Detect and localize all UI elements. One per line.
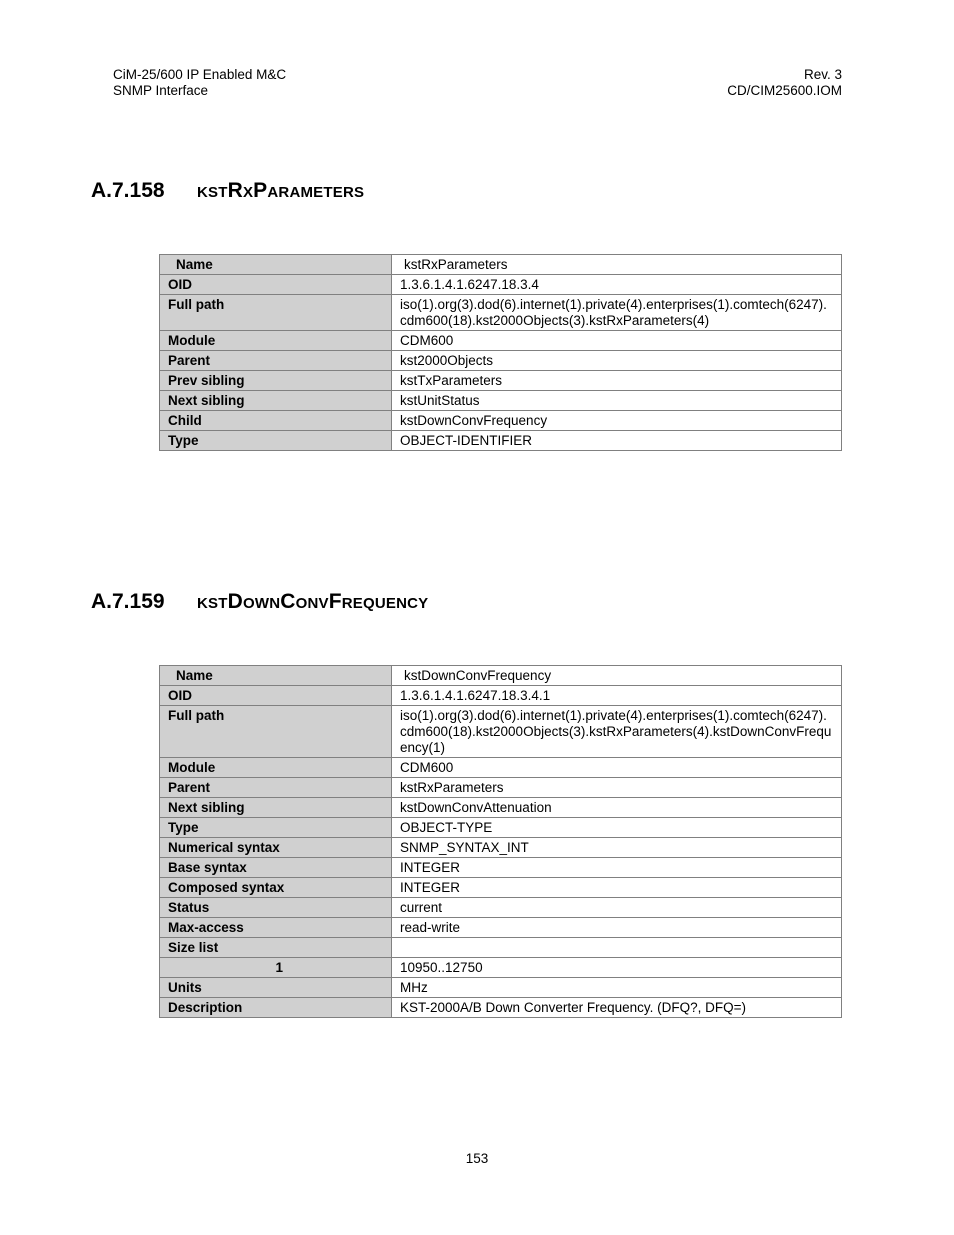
table-row: [160, 898, 842, 918]
row-key: Child: [160, 411, 392, 431]
row-value: KST-2000A/B Down Converter Frequency. (DFQ?, DFQ=): [392, 998, 842, 1018]
row-key: Description: [160, 998, 392, 1018]
header-subtitle: SNMP Interface: [113, 83, 209, 98]
table-row: [160, 686, 842, 706]
table-row: [160, 818, 842, 838]
page-number: 153: [465, 1151, 489, 1166]
table-row: [160, 275, 842, 295]
row-key: [160, 958, 392, 978]
table-row: [160, 351, 842, 371]
row-value: INTEGER: [392, 858, 842, 878]
row-key: Size list: [160, 938, 392, 958]
table-row: [160, 295, 842, 331]
row-value: CDM600: [392, 331, 842, 351]
table-row: [160, 331, 842, 351]
row-key: Base syntax: [160, 858, 392, 878]
table-row: [160, 411, 842, 431]
row-key: Parent: [160, 778, 392, 798]
row-key: Full path: [160, 295, 392, 331]
row-value: kstDownConvAttenuation: [392, 798, 842, 818]
mib-object-table: [159, 665, 842, 1018]
row-value: kst2000Objects: [392, 351, 842, 371]
row-key: Name: [160, 255, 392, 275]
size-list-index: 1: [275, 960, 283, 975]
row-key: OID: [160, 275, 392, 295]
row-value: kstRxParameters: [392, 255, 842, 275]
row-value: [392, 938, 842, 958]
table-row: [160, 431, 842, 451]
row-key: Prev sibling: [160, 371, 392, 391]
section-name: kstRxParameters: [197, 179, 365, 202]
section-number: A.7.158: [91, 179, 165, 202]
row-value: kstDownConvFrequency: [392, 666, 842, 686]
row-value: read-write: [392, 918, 842, 938]
page-header-left: [113, 67, 286, 99]
row-value: CDM600: [392, 758, 842, 778]
row-value: kstDownConvFrequency: [392, 411, 842, 431]
row-value: OBJECT-TYPE: [392, 818, 842, 838]
table-row: [160, 391, 842, 411]
table-row: [160, 978, 842, 998]
row-key: Composed syntax: [160, 878, 392, 898]
page-header-right: [727, 67, 842, 99]
table-row: [160, 371, 842, 391]
row-key: Next sibling: [160, 798, 392, 818]
row-key: Module: [160, 758, 392, 778]
row-value: 1.3.6.1.4.1.6247.18.3.4.1: [392, 686, 842, 706]
row-key: Full path: [160, 706, 392, 758]
row-value: current: [392, 898, 842, 918]
row-key: Name: [160, 666, 392, 686]
table-row: [160, 255, 842, 275]
table-row: [160, 666, 842, 686]
row-key: Max-access: [160, 918, 392, 938]
section-name: kstDownConvFrequency: [197, 590, 429, 613]
table-row: [160, 878, 842, 898]
row-key: Units: [160, 978, 392, 998]
mib-object-table: [159, 254, 842, 451]
table-row: [160, 798, 842, 818]
row-key: Status: [160, 898, 392, 918]
row-value: 10950..12750: [392, 958, 842, 978]
table-row: [160, 758, 842, 778]
row-key: Module: [160, 331, 392, 351]
row-key: Type: [160, 818, 392, 838]
table-row: [160, 998, 842, 1018]
row-value: 1.3.6.1.4.1.6247.18.3.4: [392, 275, 842, 295]
row-value: SNMP_SYNTAX_INT: [392, 838, 842, 858]
section-heading: [91, 179, 364, 203]
table-row: [160, 838, 842, 858]
row-value: MHz: [392, 978, 842, 998]
row-value: kstTxParameters: [392, 371, 842, 391]
row-value: iso(1).org(3).dod(6).internet(1).private(4).enterprises(1).comtech(6247).cdm600(18).kst2000Objects(3).kstRxParameters(4): [392, 295, 842, 331]
row-key: Next sibling: [160, 391, 392, 411]
row-value: iso(1).org(3).dod(6).internet(1).private(4).enterprises(1).comtech(6247).cdm600(18).kst2000Objects(3).kstRxParameters(4).kstDownConvFrequency(1): [392, 706, 842, 758]
row-key: Type: [160, 431, 392, 451]
header-revision: Rev. 3: [803, 67, 842, 82]
row-value: OBJECT-IDENTIFIER: [392, 431, 842, 451]
table-row: [160, 918, 842, 938]
table-row: [160, 706, 842, 758]
row-key: Parent: [160, 351, 392, 371]
table-row: [160, 858, 842, 878]
section-heading: [91, 590, 428, 614]
table-row: [160, 938, 842, 958]
row-value: kstRxParameters: [392, 778, 842, 798]
table-row: [160, 778, 842, 798]
row-value: INTEGER: [392, 878, 842, 898]
row-key: Numerical syntax: [160, 838, 392, 858]
row-value: kstUnitStatus: [392, 391, 842, 411]
section-number: A.7.159: [91, 590, 165, 613]
table-row: [160, 958, 842, 978]
header-doc-number: CD/CIM25600.IOM: [727, 83, 842, 98]
header-product: CiM-25/600 IP Enabled M&C: [113, 67, 287, 82]
row-key: OID: [160, 686, 392, 706]
